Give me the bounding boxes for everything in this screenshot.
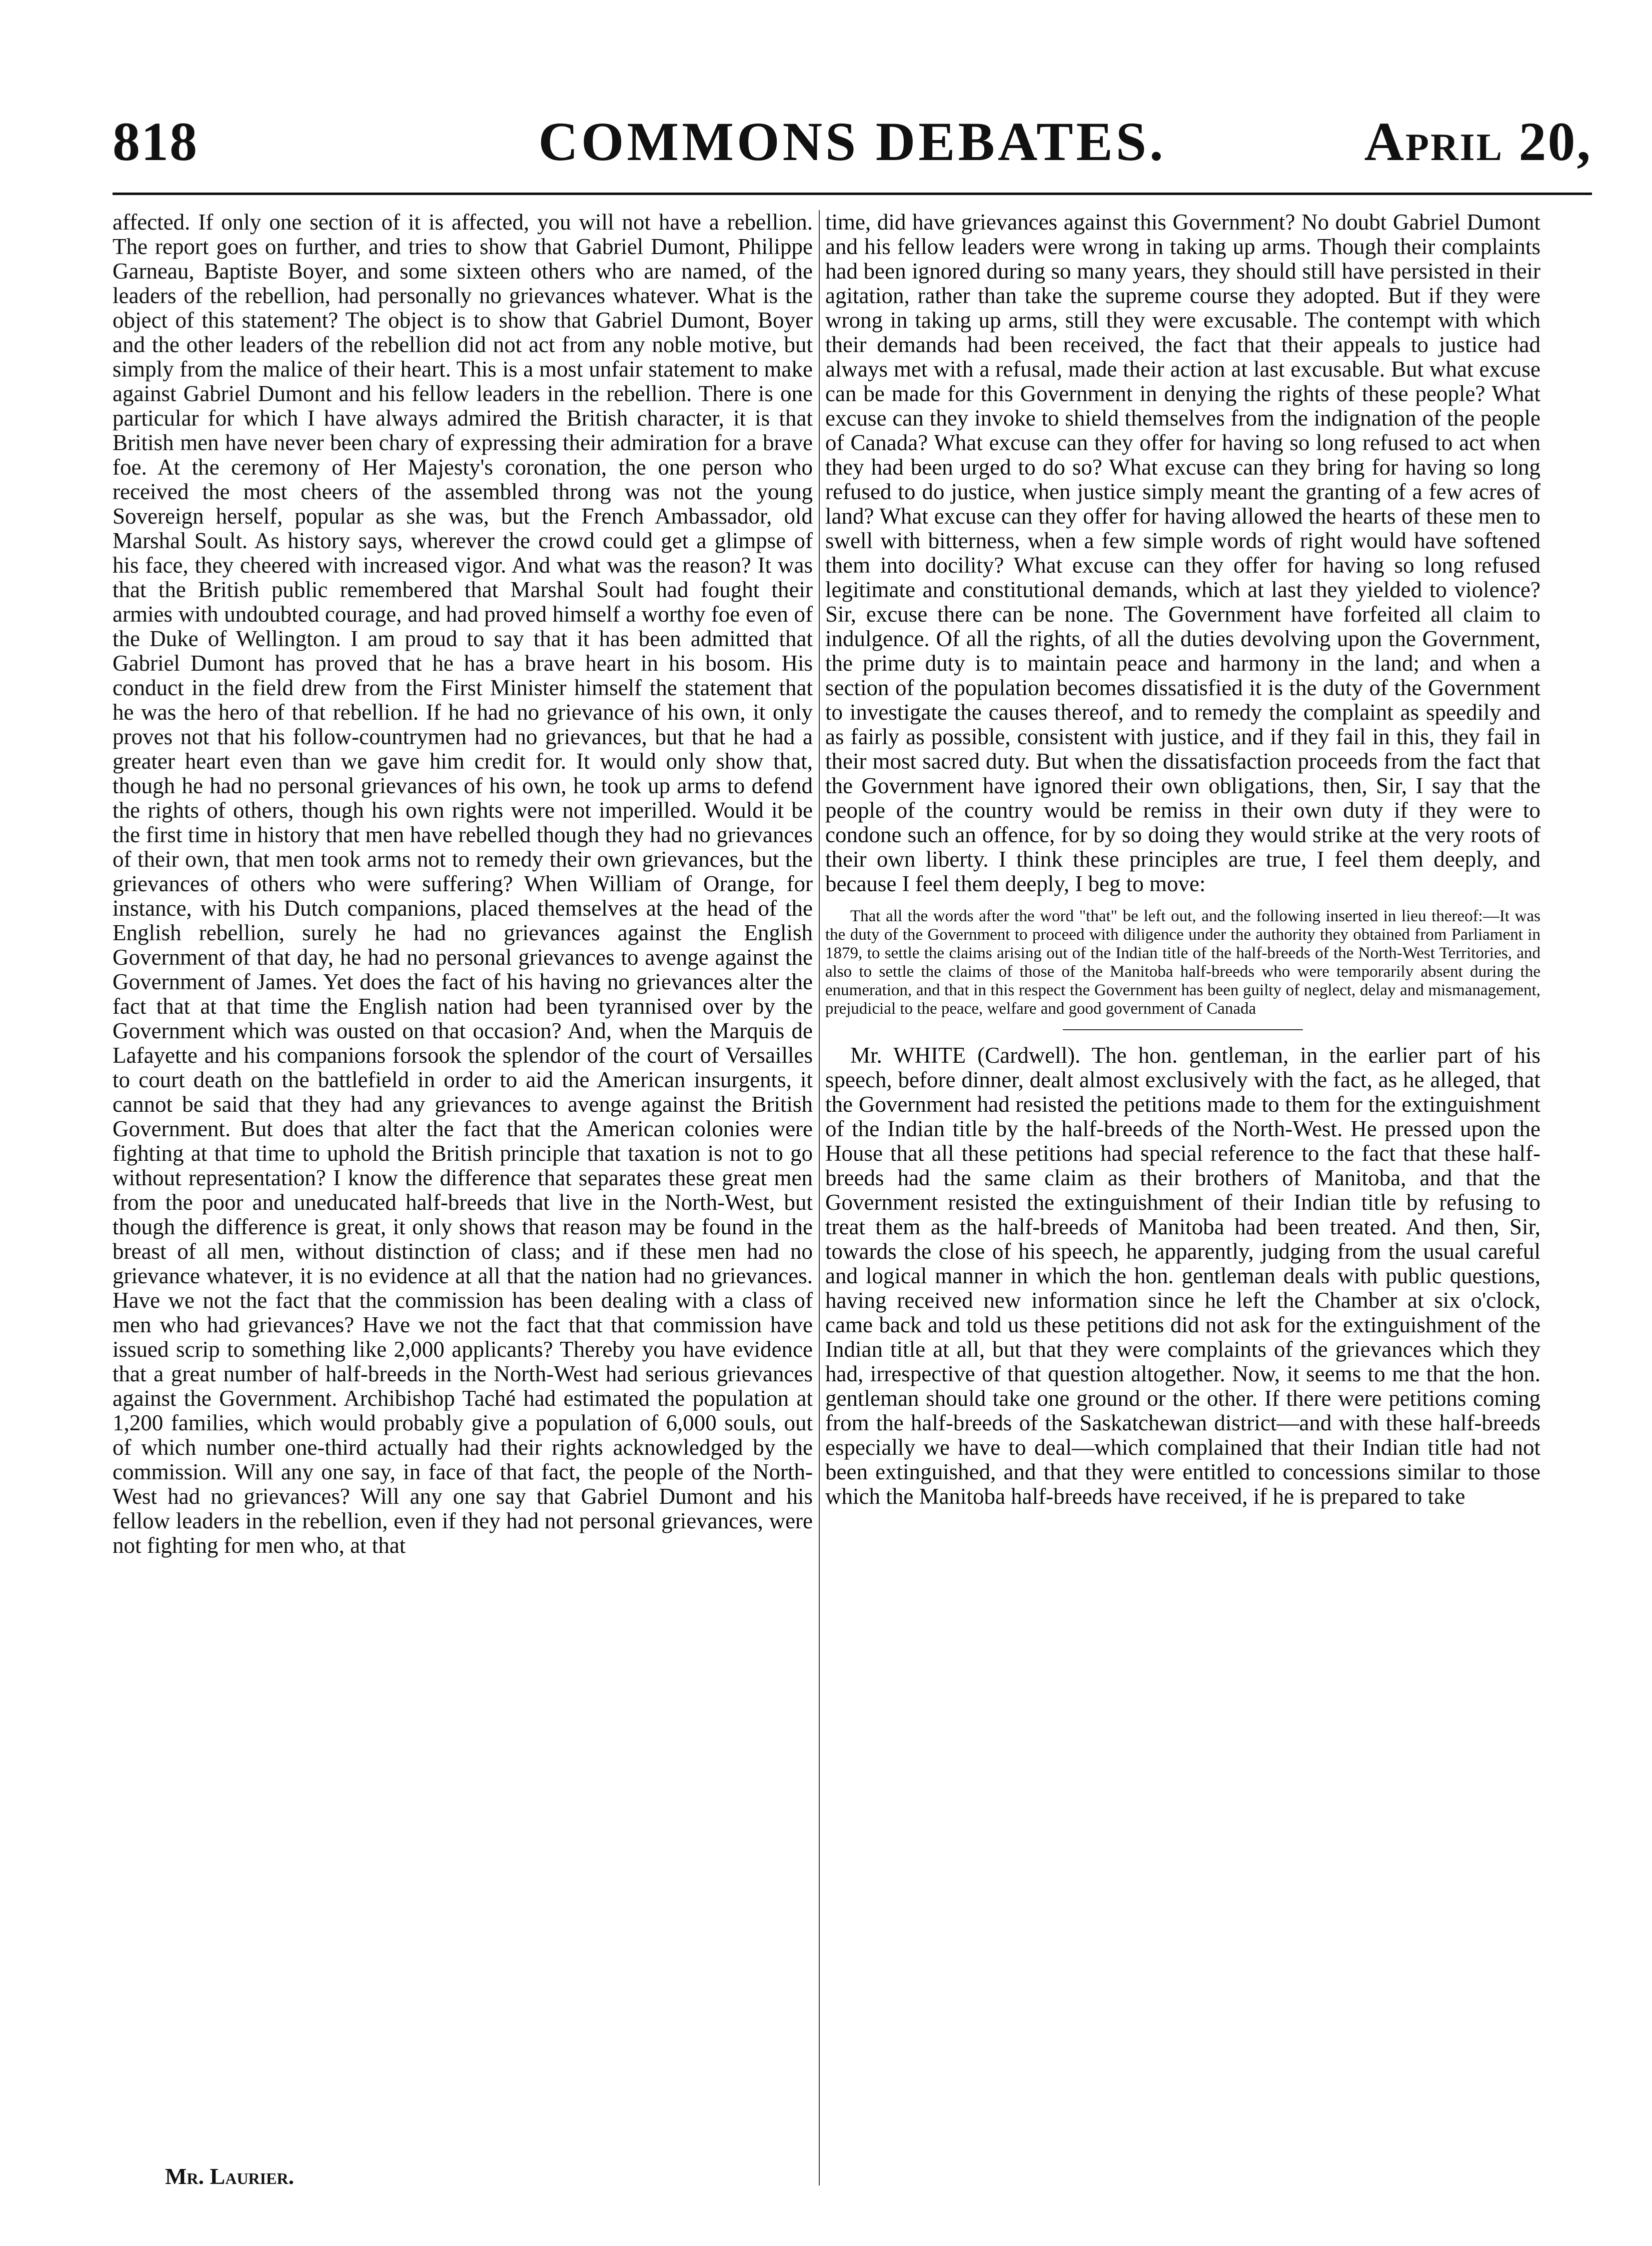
right-column [825,210,1540,1509]
page-date: April 20, [1364,111,1592,172]
section-divider [1063,1029,1303,1030]
page-header [113,105,1592,190]
left-column-text: affected. If only one section of it is affected, you will not have a rebellion. The report goes on further, and tries to show that Gabriel Dumont, Philippe Garneau, Baptiste Boyer, and some sixteen others who are named, of the leaders of the rebellion, had personally no grievances whatever. What is the object of this statement? The object is to show that Gabriel Dumont, Boyer and the other leaders of the rebellion did not act from any noble motive, but simply from the malice of their heart. This is a most unfair statement to make against Gabriel Dumont and his fellow leaders in the rebellion. There is one particular for which I have always admired the British character, it is that British men have never been chary of expressing their admiration for a brave foe. At the ceremony of Her Majesty's coronation, the one person who received the most cheers of the assembled throng was not the young Sovereign herself, popular as she was, but the French Ambassador, old Marshal Soult. As history says, wherever the crowd could get a glimpse of his face, they cheered with increased vigor. And what was the reason? It was that the British public remembered that Marshal Soult had fought their armies with undoubted courage, and had proved himself a worthy foe even of the Duke of Wellington. I am proud to say that it has been admitted that Gabriel Dumont has proved that he has a brave heart in his bosom. His conduct in the field drew from the First Minister himself the statement that he was the hero of that rebellion. If he had no grievance of his own, it only proves not that his follow-countrymen had no grievances, but that he had a greater heart even than we gave him credit for. It would only show that, though he had no personal grievances of his own, he took up arms to defend the rights of others, though his own rights were not imperilled. Would it be the first time in history that men have rebelled though they had no grievances of their own, that men took arms not to remedy their own grievances, but the grievances of others who were suffering? When William of Orange, for instance, with his Dutch companions, placed themselves at the head of the English rebellion, surely he had no grievances against the English Government of that day, he had no personal grievances to avenge against the Government of James. Yet does the fact of his having no grievances alter the fact that at that time the English nation had been tyrannised over by the Government which was ousted on that occasion? And, when the Marquis de Lafayette and his companions forsook the splendor of the court of Versailles to court death on the battlefield in order to aid the American insurgents, it cannot be said that they had any grievances to avenge against the British Government. But does that alter the fact that the American colonies were fighting at that time to uphold the British principle that taxation is not to go without representation? I know the difference that separates these great men from the poor and uneducated half-breeds that live in the North-West, but though the difference is great, it only shows that reason may be found in the breast of all men, without distinction of class; and if these men had no grievance whatever, it is no evidence at all that the nation had no grievances. Have we not the fact that the commission has been dealing with a class of men who had grievances? Have we not the fact that that commission have issued scrip to something like 2,000 applicants? Thereby you have evidence that a great number of half-breeds in the North-West had serious grievances against the Government. Archibishop Taché had estimated the population at 1,200 families, which would probably give a population of 6,000 souls, out of which number one-third actually had their rights acknowledged by the commission. Will any one say, in face of that fact, the people of the North-West had no grievances? Will any one say that Gabriel Dumont and his fellow leaders in the rebellion, even if they had not personal grievances, were not fighting for men who, at that [113,210,813,1558]
motion-text: That all the words after the word "that" be left out, and the following inserted in lieu thereof:—It was the duty of the Government to proceed with diligence under the authority they obtained from Parliament in 1879, to settle the claims arising out of the Indian title of the half-breeds of the North-West Territories, and also to settle the claims of those of the Manitoba half-breeds who were temporarily absent during the enumeration, and that in this respect the Government has been guilty of neglect, delay and mismanagement, prejudicial to the peace, welfare and good government of Canada [825,907,1540,1018]
page-number: 818 [113,111,198,172]
publication-title: COMMONS DEBATES. [538,111,1166,172]
footer-speaker-name: Mr. Laurier. [165,2163,294,2189]
right-column-text: time, did have grievances against this Government? No doubt Gabriel Dumont and his fellow leaders were wrong in taking up arms. Though their complaints had been ignored during so many years, they should still have persisted in their agitation, rather than take the supreme course they adopted. But if they were wrong in taking up arms, still they were excusable. The contempt with which their demands had been received, the fact that their appeals to justice had always met with a refusal, made their action at last excusable. But what excuse can be made for this Government in denying the rights of these people? What excuse can they invoke to shield themselves from the indignation of the people of Canada? What excuse can they offer for having so long refused to act when they had been urged to do so? What excuse can they bring for having so long refused to do justice, when justice simply meant the granting of a few acres of land? What excuse can they offer for having allowed the hearts of these men to swell with bitterness, when a few simple words of right would have softened them into docility? What excuse can they offer for having so long refused legitimate and constitutional demands, which at last they yielded to violence? Sir, excuse there can be none. The Government have forfeited all claim to indulgence. Of all the rights, of all the duties devolving upon the Government, the prime duty is to maintain peace and harmony in the land; and when a section of the population becomes dissatisfied it is the duty of the Government to investigate the causes thereof, and to remedy the complaint as speedily and as fairly as possible, consistent with justice, and if they fail in this, they fail in their most sacred duty. But when the dissatisfaction proceeds from the fact that the Government have ignored their own obligations, then, Sir, I say that the people of the country would be remiss in their own duty if they were to condone such an offence, for by so doing they would strike at the very roots of their own liberty. I think these principles are true, I feel them deeply, and because I feel them deeply, I beg to move: [825,210,1540,896]
header-rule [113,193,1592,195]
left-column [113,210,813,1558]
column-divider [819,210,820,2185]
white-speech-text: Mr. WHITE (Cardwell). The hon. gentleman, in the earlier part of his speech, before dinner, dealt almost exclusively with the fact, as he alleged, that the Government had resisted the petitions made to them for the extinguishment of the Indian title by the half-breeds of the North-West. He pressed upon the House that all these petitions had special reference to the fact that these half-breeds had the same claim as their brothers of Manitoba, and that the Government resisted the extinguishment of their Indian title by refusing to treat them as the half-breeds of Manitoba had been treated. And then, Sir, towards the close of his speech, he apparently, judging from the usual careful and logical manner in which the hon. gentleman deals with public questions, having received new information since he left the Chamber at six o'clock, came back and told us these petitions did not ask for the extinguishment of the Indian title at all, but that they were complaints of the grievances which they had, irrespective of that question altogether. Now, it seems to me that the hon. gentleman should take one ground or the other. If there were petitions coming from the half-breeds of the Saskatchewan district—and with these half-breeds especially we have to deal—which complained that their Indian title had not been extinguished, and that they were entitled to concessions similar to those which the Manitoba half-breeds have received, if he is prepared to take [825,1043,1540,1509]
